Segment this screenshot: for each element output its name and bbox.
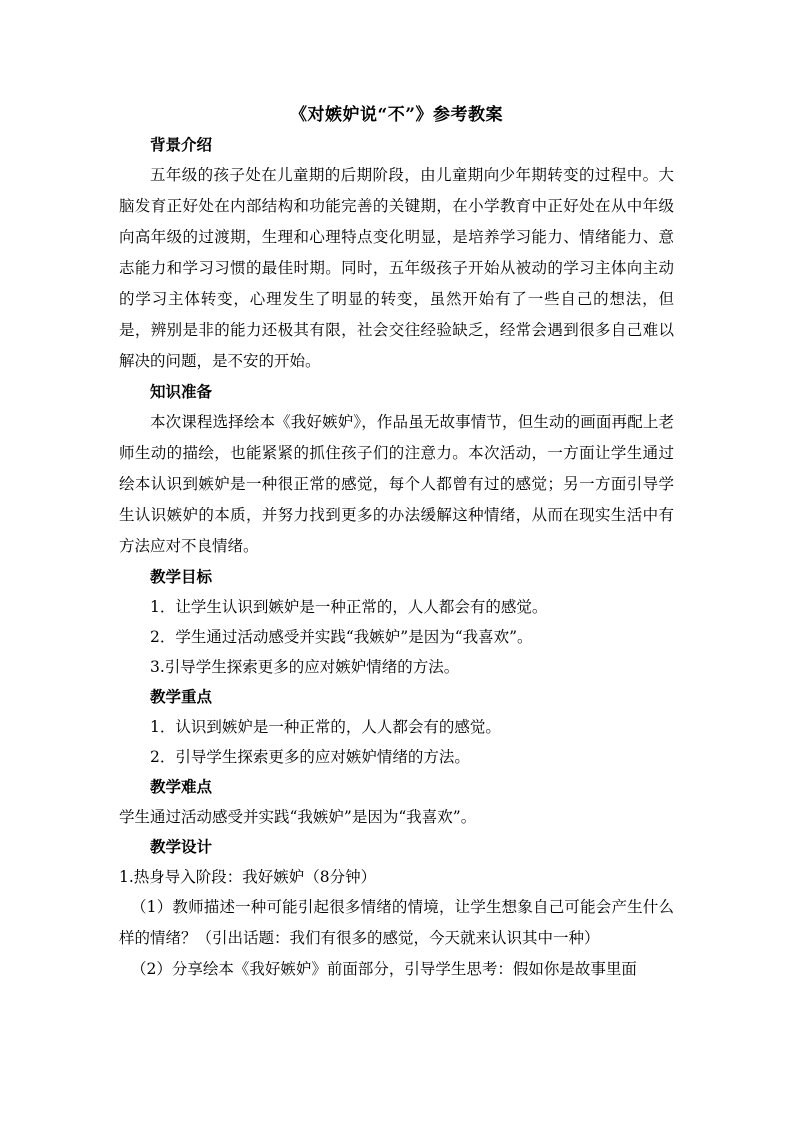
- section-heading: 背景介绍: [150, 135, 213, 154]
- section-heading: 教学重点: [150, 687, 213, 706]
- section-knowledge: [119, 377, 674, 562]
- list-item: 1．让学生认识到嫉妒是一种正常的，人人都会有的感觉。: [150, 598, 548, 616]
- section-heading: 知识准备: [150, 382, 213, 401]
- document-page: [119, 100, 674, 985]
- section-design: [119, 832, 674, 985]
- section-paragraph: 五年级的孩子处在儿童期的后期阶段，由儿童期向少年期转变的过程中。大脑发育正好处在内部结构和功能完善的关键期，在小学教育中正好处在从中年级向高年级的过渡期，生理和心理特点变化明显，是培养学习能力、情绪能力、意志能力和学习习惯的最佳时期。同时，五年级孩子开始从被动的学习主体向主动的学习主体转变，心理发生了明显的转变，虽然开始有了一些自己的想法，但是，辨别是非的能力还极其有限，社会交往经验缺乏，经常会遇到很多自己难以解决的问题，是不安的开始。: [119, 166, 674, 370]
- section-text: 学生通过活动感受并实践“我嫉妒”是因为“我喜欢”。: [119, 808, 477, 826]
- sub-item: （1）教师描述一种可能引起很多情绪的情境，让学生想象自己可能会产生什么样的情绪？（引出话题：我们有很多的感觉，今天就来认识其中一种）: [119, 898, 674, 947]
- section-objectives: [119, 562, 674, 682]
- document-title: 《对嫉妒说“不”》参考教案: [289, 105, 504, 125]
- section-heading: 教学目标: [150, 567, 213, 586]
- section-difficulty: [119, 772, 674, 832]
- list-item: 3.引导学生探索更多的应对嫉妒情绪的方法。: [150, 658, 460, 676]
- list-item: 2．学生通过活动感受并实践“我嫉妒”是因为“我喜欢”。: [150, 628, 533, 646]
- section-text: 1.热身导入阶段：我好嫉妒（8分钟）: [119, 868, 377, 886]
- section-background: [119, 130, 674, 377]
- section-heading: 教学设计: [150, 837, 213, 856]
- list-item: 1．认识到嫉妒是一种正常的，人人都会有的感觉。: [150, 718, 501, 736]
- section-heading: 教学难点: [150, 777, 213, 796]
- list-item: 2．引导学生探索更多的应对嫉妒情绪的方法。: [150, 748, 470, 766]
- sub-item: （2）分享绘本《我好嫉妒》前面部分，引导学生思考：假如你是故事里面: [131, 960, 637, 978]
- section-key-points: [119, 682, 674, 772]
- section-paragraph: 本次课程选择绘本《我好嫉妒》，作品虽无故事情节，但生动的画面再配上老师生动的描绘，也能紧紧的抓住孩子们的注意力。本次活动，一方面让学生通过绘本认识到嫉妒是一种很正常的感觉，每个人都曾有过的感觉；另一方面引导学生认识嫉妒的本质，并努力找到更多的办法缓解这种情绪，从而在现实生活中有方法应对不良情绪。: [119, 413, 674, 555]
